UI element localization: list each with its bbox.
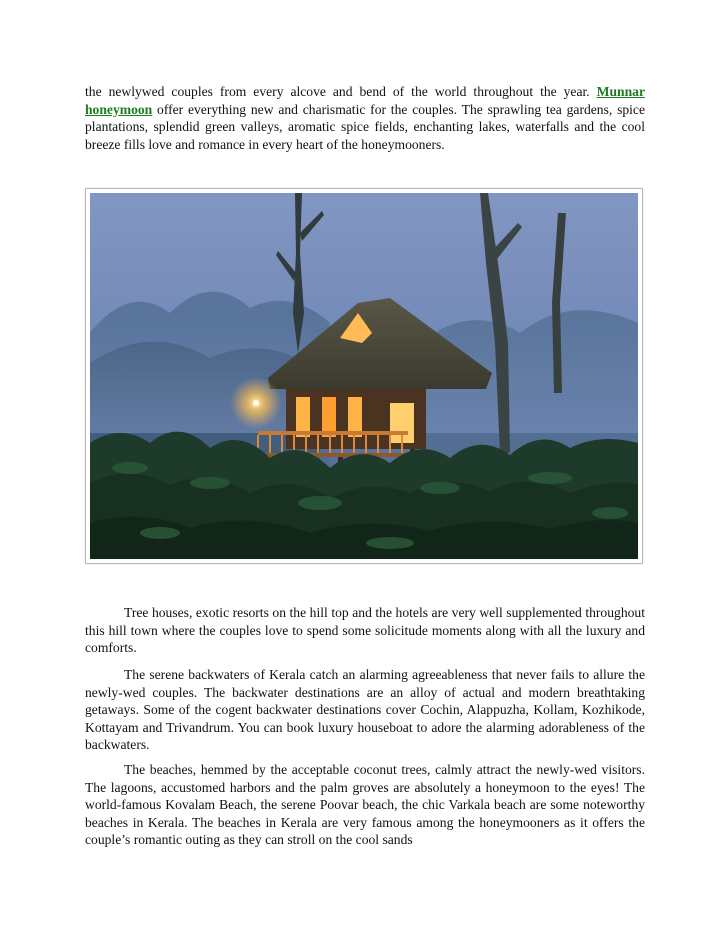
tree-houses-text: Tree houses, exotic resorts on the hill top and the hotels are very well supplemented throughout this hill town where the couples love to spend some solicitude moments along with all the luxury and comforts. — [85, 605, 645, 656]
intro-text-before-link: the newlywed couples from every alcove and bend of the world throughout the year. — [85, 84, 597, 99]
intro-text-after-link: offer everything new and charismatic for the couples. The sprawling tea gardens, spice plantations, splendid green valleys, aromatic spice fields, enchanting lakes, waterfalls and the cool breeze fills love and romance in every heart of the honeymooners. — [85, 101, 645, 152]
munnar-honeymoon-link[interactable]: Munnar honeymoon — [85, 84, 645, 117]
tree-houses-paragraph — [85, 604, 645, 657]
beaches-text: The beaches, hemmed by the acceptable coconut trees, calmly attract the newly-wed visitors. The lagoons, accustomed harbors and the palm groves are absolutely a honeymoon to the eyes! The world-famous Kovalam Beach, the serene Poovar beach, the chic Varkala beach are some noteworthy beaches in Kerala. The beaches in Kerala are very famous among the honeymooners as it offers the couple’s romantic outing as they can stroll on the cool sands — [85, 762, 645, 848]
intro-paragraph — [85, 83, 645, 153]
tree-house-photo — [85, 188, 643, 564]
beaches-paragraph — [85, 761, 645, 849]
tree-house-illustration — [90, 193, 638, 559]
backwaters-text: The serene backwaters of Kerala catch an alarming agreeableness that never fails to allure the newly-wed couples. The backwater destinations are an alloy of actual and modern breathtaking getaways. Some of the cogent backwater destinations cover Cochin, Alappuzha, Kollam, Kozhikode, Kottayam and Trivandrum. You can book luxury houseboat to adore the alarming adorableness of the backwaters. — [85, 667, 645, 753]
backwaters-paragraph — [85, 666, 645, 754]
